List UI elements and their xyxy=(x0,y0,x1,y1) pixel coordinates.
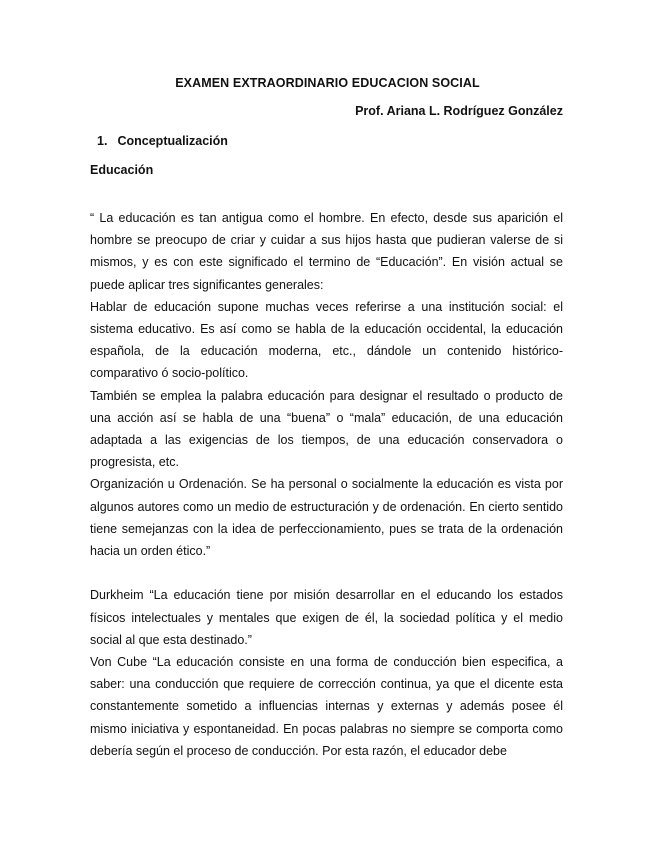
paragraph: “ La educación es tan antigua como el hombre. En efecto, desde sus aparición el hombre se preocupo de criar y cuidar a sus hijos hasta que pudieran valerse de si mismos, y es con este significado el termino de “Educación”. En visión actual se puede aplicar tres significantes generales: xyxy=(90,211,563,292)
section-heading xyxy=(97,134,228,148)
document-body xyxy=(90,207,563,762)
paragraph: Von Cube “La educación consiste en una forma de conducción bien especifica, a saber: una conducción que requiere de corrección continua, ya que el dicente esta constantemente sometido a influencias internas y externas y además posee él mismo iniciativa y espontaneidad. En pocas palabras no siempre se comporta como debería según el proceso de conducción. Por esta razón, el educador debe xyxy=(90,655,563,758)
author-line: Prof. Ariana L. Rodríguez González xyxy=(355,104,563,118)
subsection-heading: Educación xyxy=(90,163,154,177)
document-title: EXAMEN EXTRAORDINARIO EDUCACION SOCIAL xyxy=(175,76,480,90)
paragraph: También se emplea la palabra educación para designar el resultado o producto de una acción así se habla de una “buena” o “mala” educación, de una educación adaptada a las exigencias de los tiempos, de una educación conservadora o progresista, etc. xyxy=(90,388,563,470)
paragraph: Organización u Ordenación. Se ha personal o socialmente la educación es vista por algunos autores como un medio de estructuración y de ordenación. En cierto sentido tiene semejanzas con la idea de perfeccionamiento, pues se trata de la ordenación hacia un orden ético.” xyxy=(90,477,563,559)
paragraph: Hablar de educación supone muchas veces referirse a una institución social: el sistema educativo. Es así como se habla de la educación occidental, la educación española, de la educación moderna, etc., dándole un contenido histórico-comparativo ó socio-político. xyxy=(90,299,563,381)
section-number: 1. xyxy=(97,134,108,148)
section-title: Conceptualización xyxy=(117,134,228,148)
paragraph: Durkheim “La educación tiene por misión desarrollar en el educando los estados físicos intelectuales y mentales que exigen de él, la sociedad política y el medio social al que esta destinado.” xyxy=(90,588,563,647)
